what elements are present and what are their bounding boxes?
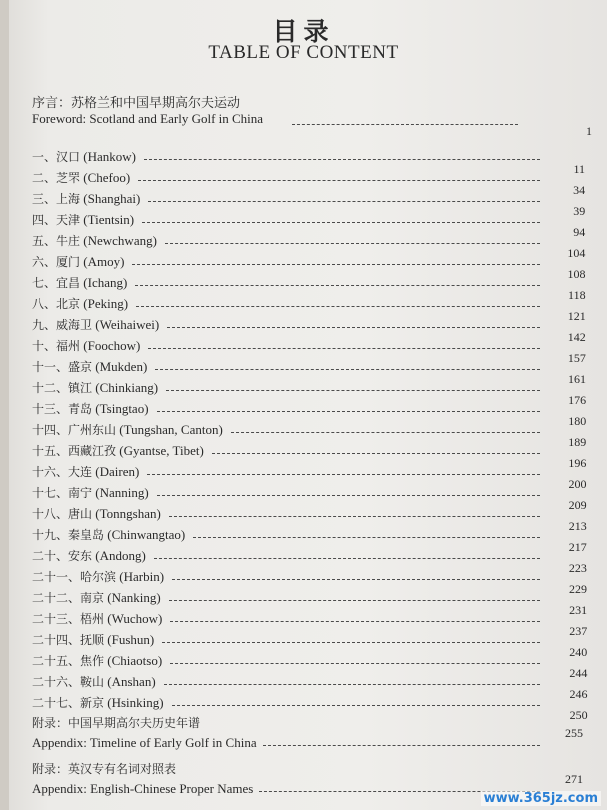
dot-leader <box>169 516 540 517</box>
page-number: 237 <box>569 624 588 638</box>
chapter-title-english: (Tientsin) <box>80 212 135 227</box>
toc-entry <box>32 317 159 333</box>
chapter-number: 十三、 <box>32 402 69 416</box>
dot-leader <box>169 600 540 601</box>
page-number: 34 <box>573 183 586 197</box>
toc-entry <box>32 527 185 543</box>
dot-leader <box>138 180 540 181</box>
chapter-title-chinese: 北京 <box>56 297 81 311</box>
chapter-title-chinese: 大连 <box>68 465 93 479</box>
foreword-page-number: 1 <box>586 124 592 138</box>
chapter-title-chinese: 芝罘 <box>56 171 81 185</box>
chapter-title-chinese: 西藏江孜 <box>68 444 117 458</box>
page-number: 161 <box>568 372 586 386</box>
dot-leader <box>193 537 540 538</box>
toc-entry <box>32 296 128 312</box>
chapter-title-chinese: 上海 <box>56 192 81 206</box>
chapter-title-chinese: 汉口 <box>56 150 81 164</box>
chapter-number: 二十七、 <box>32 696 81 710</box>
chapter-number: 二十四、 <box>32 633 81 647</box>
page-number: 255 <box>565 726 583 740</box>
chapter-title-chinese: 唐山 <box>68 507 93 521</box>
chapter-title-english: (Chinwangtao) <box>104 527 186 542</box>
chapter-number: 二十三、 <box>32 612 81 626</box>
page-number: 229 <box>569 582 587 596</box>
dot-leader <box>142 222 540 223</box>
chapter-title-english: (Hankow) <box>80 149 136 164</box>
chapter-number: 十九、 <box>32 528 69 542</box>
page-number: 271 <box>565 772 583 786</box>
chapter-title-chinese: 福州 <box>56 339 81 353</box>
chapter-title-chinese: 鞍山 <box>80 675 105 689</box>
dot-leader <box>135 285 540 286</box>
dot-leader <box>166 390 540 391</box>
appendix-title-chinese: 附录：中国早期高尔夫历史年谱 <box>32 716 201 730</box>
dot-leader <box>170 663 540 664</box>
page-number: 217 <box>568 540 587 554</box>
chapter-title-english: (Peking) <box>80 296 129 311</box>
chapter-number: 二十一、 <box>32 570 81 584</box>
chapter-number: 八、 <box>32 297 57 311</box>
chapter-title-english: (Nanning) <box>92 485 149 500</box>
chapter-title-english: (Tonngshan) <box>92 506 161 521</box>
chapter-title-chinese: 盛京 <box>68 360 93 374</box>
chapter-title-english: (Andong) <box>92 548 146 563</box>
dot-leader <box>164 684 540 685</box>
toc-entry <box>32 464 139 480</box>
toc-entry <box>32 233 157 249</box>
page-number: 244 <box>569 666 588 680</box>
toc-entry <box>32 338 140 354</box>
chapter-title-english: (Foochow) <box>80 338 141 353</box>
chapter-title-english: (Hsinking) <box>104 695 164 710</box>
page-title-english: TABLE OF CONTENT <box>208 42 399 63</box>
toc-entry <box>32 380 158 396</box>
chapter-title-chinese: 安东 <box>68 549 93 563</box>
page-number: 94 <box>573 225 586 239</box>
chapter-title-chinese: 抚顺 <box>80 633 105 647</box>
chapter-title-english: (Ichang) <box>80 275 128 290</box>
page-number: 240 <box>569 645 588 659</box>
chapter-number: 十七、 <box>32 486 69 500</box>
chapter-title-english: (Chiaotso) <box>104 653 163 668</box>
chapter-title-english: (Gyantse, Tibet) <box>116 443 204 458</box>
dot-leader <box>172 579 540 580</box>
toc-entry <box>32 590 161 606</box>
page-number: 189 <box>568 435 587 449</box>
dot-leader <box>231 432 540 433</box>
chapter-number: 四、 <box>32 213 57 227</box>
page-number: 213 <box>568 519 587 533</box>
dot-leader <box>157 495 540 496</box>
chapter-title-english: (Newchwang) <box>80 233 157 248</box>
chapter-number: 五、 <box>32 234 57 248</box>
appendix-title-english: Appendix: English-Chinese Proper Names <box>32 781 254 796</box>
page-number: 104 <box>567 246 586 260</box>
chapter-title-english: (Chefoo) <box>80 170 131 185</box>
dot-leader <box>148 348 540 349</box>
toc-entry <box>32 359 147 375</box>
chapter-title-chinese: 镇江 <box>68 381 93 395</box>
chapter-title-chinese: 厦门 <box>56 255 81 269</box>
dot-leader <box>136 306 540 307</box>
chapter-number: 十一、 <box>32 360 69 374</box>
dot-leader <box>162 642 540 643</box>
appendix-title-chinese: 附录：英汉专有名词对照表 <box>32 762 177 776</box>
page-number: 108 <box>567 267 586 281</box>
page-number: 176 <box>568 393 587 407</box>
chapter-number: 九、 <box>32 318 57 332</box>
toc-entry <box>32 611 162 627</box>
chapter-number: 二、 <box>32 171 57 185</box>
dot-leader <box>212 453 540 454</box>
chapter-title-english: (Fushun) <box>104 632 155 647</box>
chapter-number: 十八、 <box>32 507 69 521</box>
chapter-title-chinese: 南京 <box>80 591 105 605</box>
toc-entry <box>32 422 223 438</box>
chapter-number: 十五、 <box>32 444 69 458</box>
chapter-title-chinese: 青岛 <box>68 402 93 416</box>
toc-entry <box>32 674 156 690</box>
foreword-title-chinese: 序言：苏格兰和中国早期高尔夫运动 <box>32 96 241 111</box>
toc-entry <box>32 443 204 459</box>
chapter-number: 一、 <box>32 150 57 164</box>
page-number: 200 <box>568 477 587 491</box>
chapter-title-chinese: 广州东山 <box>68 423 117 437</box>
dot-leader <box>263 745 540 746</box>
dot-leader <box>155 369 540 370</box>
chapter-title-english: (Mukden) <box>92 359 148 374</box>
page-number: 180 <box>568 414 587 428</box>
toc-entry <box>32 506 161 522</box>
chapter-number: 二十六、 <box>32 675 81 689</box>
chapter-title-chinese: 威海卫 <box>56 318 93 332</box>
chapter-title-chinese: 新京 <box>80 696 105 710</box>
toc-entry <box>32 401 149 417</box>
chapter-title-english: (Nanking) <box>104 590 161 605</box>
chapter-number: 七、 <box>32 276 57 290</box>
toc-entry <box>32 275 127 291</box>
chapter-title-chinese: 南宁 <box>68 486 93 500</box>
page-number: 39 <box>573 204 586 218</box>
dot-leader <box>165 243 540 244</box>
page-number: 121 <box>567 309 586 323</box>
toc-entry <box>32 191 140 207</box>
toc-entry <box>32 548 146 564</box>
chapter-title-english: (Harbin) <box>116 569 165 584</box>
chapter-title-chinese: 牛庄 <box>56 234 81 248</box>
chapter-title-english: (Shanghai) <box>80 191 141 206</box>
site-watermark: www.365jz.com <box>481 791 601 806</box>
dot-leader <box>147 474 540 475</box>
page-number: 196 <box>568 456 587 470</box>
foreword-leader <box>292 124 518 125</box>
toc-entry <box>32 695 164 711</box>
page-number: 231 <box>569 603 588 617</box>
dot-leader <box>167 327 540 328</box>
toc-entry <box>32 485 149 501</box>
page-number: 157 <box>567 351 586 365</box>
dot-leader <box>172 705 540 706</box>
toc-entry <box>32 212 134 228</box>
chapter-number: 六、 <box>32 255 57 269</box>
chapter-number: 二十二、 <box>32 591 81 605</box>
chapter-number: 十四、 <box>32 423 69 437</box>
toc-entry <box>32 569 164 585</box>
page-number: 142 <box>567 330 586 344</box>
chapter-title-chinese: 宜昌 <box>56 276 81 290</box>
chapter-number: 二十五、 <box>32 654 81 668</box>
chapter-title-chinese: 秦皇岛 <box>68 528 105 542</box>
dot-leader <box>170 621 540 622</box>
page-number: 223 <box>568 561 587 575</box>
chapter-title-chinese: 焦作 <box>80 654 105 668</box>
dot-leader <box>132 264 540 265</box>
page-binding-edge <box>0 0 9 810</box>
chapter-number: 三、 <box>32 192 57 206</box>
toc-entry <box>32 632 154 648</box>
page-number: 250 <box>569 708 588 722</box>
toc-entry <box>32 170 130 186</box>
toc-entry <box>32 653 162 669</box>
page-number: 209 <box>568 498 587 512</box>
chapter-title-chinese: 天津 <box>56 213 81 227</box>
page-number: 118 <box>568 288 586 302</box>
dot-leader <box>154 558 540 559</box>
dot-leader <box>157 411 540 412</box>
chapter-title-chinese: 哈尔滨 <box>80 570 117 584</box>
chapter-title-english: (Chinkiang) <box>92 380 159 395</box>
chapter-title-english: (Tsingtao) <box>92 401 149 416</box>
foreword-title-english: Foreword: Scotland and Early Golf in China <box>32 111 264 126</box>
chapter-number: 十二、 <box>32 381 69 395</box>
chapter-title-english: (Amoy) <box>80 254 125 269</box>
page-title-chinese: 目录 <box>272 17 335 46</box>
dot-leader <box>148 201 540 202</box>
appendix-title-english: Appendix: Timeline of Early Golf in China <box>32 735 257 750</box>
page-number: 246 <box>569 687 588 701</box>
chapter-title-english: (Dairen) <box>92 464 140 479</box>
chapter-title-english: (Tungshan, Canton) <box>116 422 223 437</box>
toc-entry <box>32 149 136 165</box>
chapter-title-english: (Anshan) <box>104 674 156 689</box>
page-number: 11 <box>573 162 585 176</box>
chapter-number: 十、 <box>32 339 57 353</box>
chapter-title-chinese: 梧州 <box>80 612 105 626</box>
dot-leader <box>144 159 540 160</box>
chapter-number: 十六、 <box>32 465 69 479</box>
chapter-title-english: (Wuchow) <box>104 611 163 626</box>
chapter-number: 二十、 <box>32 549 69 563</box>
toc-entry <box>32 254 124 270</box>
chapter-title-english: (Weihaiwei) <box>92 317 160 332</box>
